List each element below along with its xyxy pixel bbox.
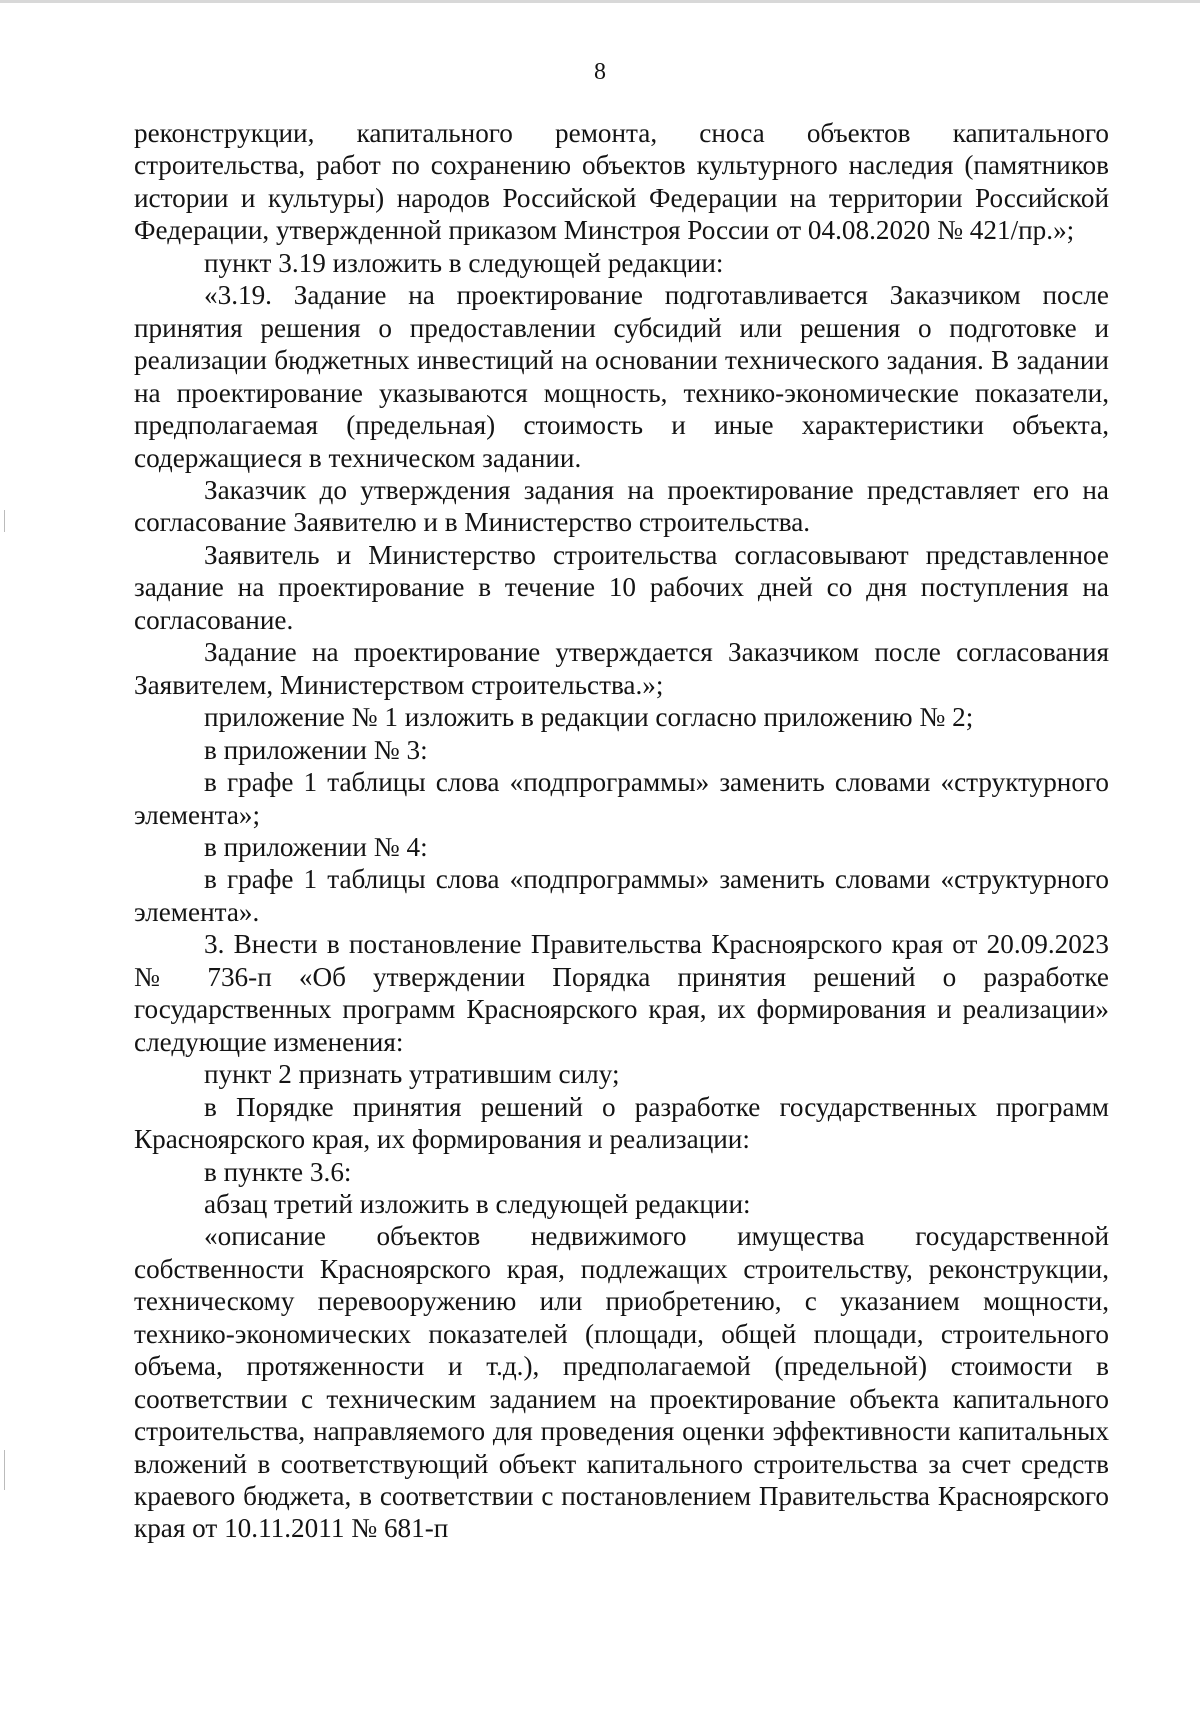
paragraph: Задание на проектирование утверждается Заказчиком после согласования Заявителем, Министерством строительства.»; <box>134 637 1109 700</box>
paragraph: 3. Внести в постановление Правительства Красноярского края от 20.09.2023 № 736-п «Об утверждении Порядка принятия решений о разработке государственных программ Красноярского края, их формирования и реализации» следующие изменения: <box>134 929 1109 1057</box>
scan-margin-mark <box>4 1450 5 1490</box>
paragraph: в приложении № 3: <box>204 734 428 765</box>
paragraph: в пункте 3.6: <box>204 1156 352 1187</box>
paragraph: реконструкции, капитального ремонта, сноса объектов капитального строительства, работ по сохранению объектов культурного наследия (памятников истории и культуры) народов Российской Федерации на территории Российской Федерации, утвержденной приказом Минстроя России от 04.08.2020 № 421/пр.»; <box>134 118 1109 246</box>
paragraph: пункт 3.19 изложить в следующей редакции: <box>204 247 724 278</box>
paragraph: в графе 1 таблицы слова «подпрограммы» заменить словами «структурного элемента»; <box>134 767 1109 830</box>
paragraph: «3.19. Задание на проектирование подготавливается Заказчиком после принятия решения о предоставлении субсидий или решения о подготовке и реализации бюджетных инвестиций на основании технического задания. В задании на проектирование указываются мощность, технико-экономические показатели, предполагаемая (предельная) стоимость и иные характеристики объекта, содержащиеся в техническом задании. <box>134 280 1109 473</box>
paragraph: приложение № 1 изложить в редакции согласно приложению № 2; <box>204 702 974 733</box>
paragraph: абзац третий изложить в следующей редакции: <box>204 1188 751 1219</box>
paragraph: Заявитель и Министерство строительства согласовывают представленное задание на проектирование в течение 10 рабочих дней со дня поступления на согласование. <box>134 539 1109 635</box>
paragraph: в приложении № 4: <box>204 831 428 862</box>
paragraph: пункт 2 признать утратившим силу; <box>204 1059 620 1090</box>
scan-margin-mark <box>4 510 5 532</box>
paragraph: в графе 1 таблицы слова «подпрограммы» заменить словами «структурного элемента». <box>134 864 1109 927</box>
document-body <box>134 117 1109 1545</box>
paragraph: в Порядке принятия решений о разработке государственных программ Красноярского края, их формирования и реализации: <box>134 1091 1109 1155</box>
paragraph: Заказчик до утверждения задания на проектирование представляет его на согласование Заявителю и в Министерство строительства. <box>134 474 1109 538</box>
paragraph: «описание объектов недвижимого имущества государственной собственности Красноярского края, подлежащих строительству, реконструкции, техническому перевооружению или приобретению, с указанием мощности, технико-экономических показателей (площади, общей площади, строительного объема, протяженности и т.д.), предполагаемой (предельной) стоимости в соответствии с техническим заданием на проектирование объекта капитального строительства, направляемого для проведения оценки эффективности капитальных вложений в соответствующий объект капитального строительства за счет средств краевого бюджета, в соответствии с постановлением Правительства Красноярского края от 10.11.2011 № 681-п <box>134 1221 1109 1544</box>
page-number: 8 <box>594 59 606 85</box>
scan-top-edge <box>0 0 1200 3</box>
